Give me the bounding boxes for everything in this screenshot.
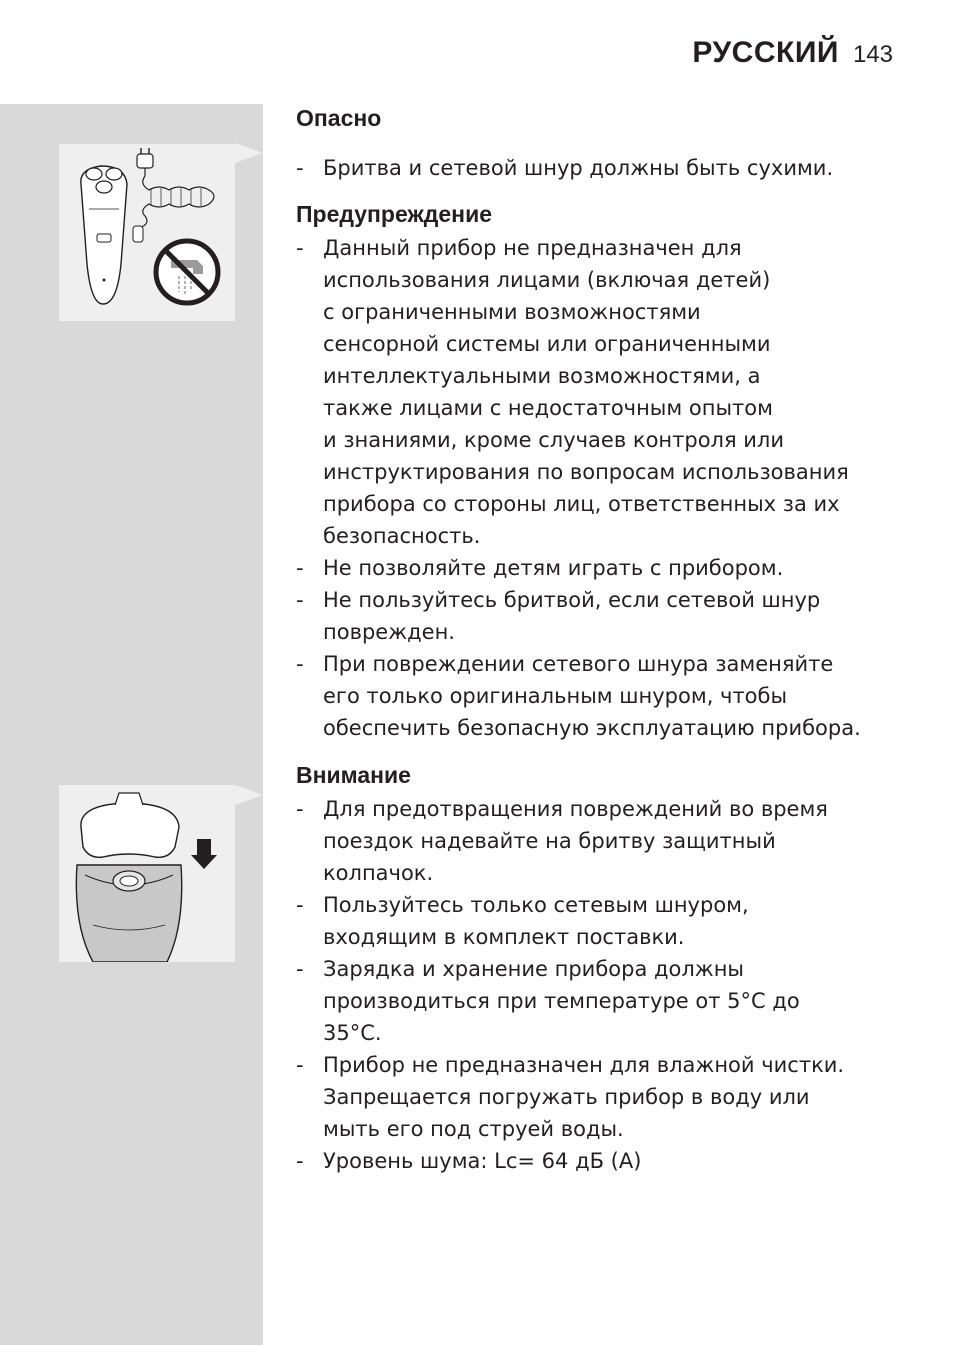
list-dash: -: [296, 957, 304, 981]
language-title: РУССКИЙ: [692, 36, 839, 69]
list-item: [296, 584, 861, 648]
list-item: [296, 648, 861, 744]
list-item: [296, 953, 844, 1049]
list-item: [296, 1145, 844, 1177]
figure-pointer: [235, 143, 263, 163]
figure-shaver-cap: [59, 785, 235, 962]
figure-shaver-dry: [59, 144, 235, 321]
item-text: Данный прибор не предназначен для использования лицами (включая детей) с ограниченными возможностями сенсорной системы или ограниченными интеллектуальными возможностями, а также лицами с недостаточным опытом и знаниями, кроме случаев контроля или инструктирования по вопросам использования прибора со стороны лиц, ответственных за их безопасность.: [323, 236, 849, 548]
list-dash: -: [296, 893, 304, 917]
list-item: [296, 793, 844, 889]
list-dash: -: [296, 156, 304, 180]
item-text: Прибор не предназначен для влажной чистки. Запрещается погружать прибор в воду или мыть его под струей воды.: [323, 1053, 845, 1141]
list-dash: -: [296, 1053, 304, 1077]
item-text: Бритва и сетевой шнур должны быть сухими.: [323, 156, 834, 180]
item-text: Зарядка и хранение прибора должны производиться при температуре от 5°C до 35°C.: [323, 957, 800, 1045]
section-heading-warning: Предупреждение: [296, 201, 492, 227]
page-header: [692, 36, 893, 70]
list-dash: -: [296, 1149, 304, 1173]
item-text: Уровень шума: Lc= 64 дБ (A): [323, 1149, 642, 1173]
shaver-dry-no-water-icon: [59, 144, 235, 321]
shaver-protection-cap-icon: [59, 785, 235, 962]
list-dash: -: [296, 556, 304, 580]
item-text: Пользуйтесь только сетевым шнуром, входящим в комплект поставки.: [323, 893, 749, 949]
list-item: [296, 552, 861, 584]
item-text: При повреждении сетевого шнура заменяйте его только оригинальным шнуром, чтобы обеспечить безопасную эксплуатацию прибора.: [323, 652, 861, 740]
list-item: [296, 889, 844, 953]
list-dash: -: [296, 652, 304, 676]
caution-list: [296, 793, 844, 1177]
item-text: Для предотвращения повреждений во время поездок надевайте на бритву защитный колпачок.: [323, 797, 828, 885]
section-heading-danger: Опасно: [296, 105, 382, 131]
figure-pointer: [235, 785, 263, 805]
item-text: Не пользуйтесь бритвой, если сетевой шнур поврежден.: [323, 588, 821, 644]
list-dash: -: [296, 797, 304, 821]
list-dash: -: [296, 588, 304, 612]
section-heading-caution: Внимание: [296, 762, 411, 788]
item-text: Не позволяйте детям играть с прибором.: [323, 556, 784, 580]
list-dash: -: [296, 236, 304, 260]
list-item: [296, 152, 833, 184]
danger-list: [296, 152, 833, 184]
page-number: 143: [852, 41, 893, 68]
list-item: [296, 1049, 844, 1145]
list-item: [296, 232, 861, 552]
warning-list: [296, 232, 861, 744]
